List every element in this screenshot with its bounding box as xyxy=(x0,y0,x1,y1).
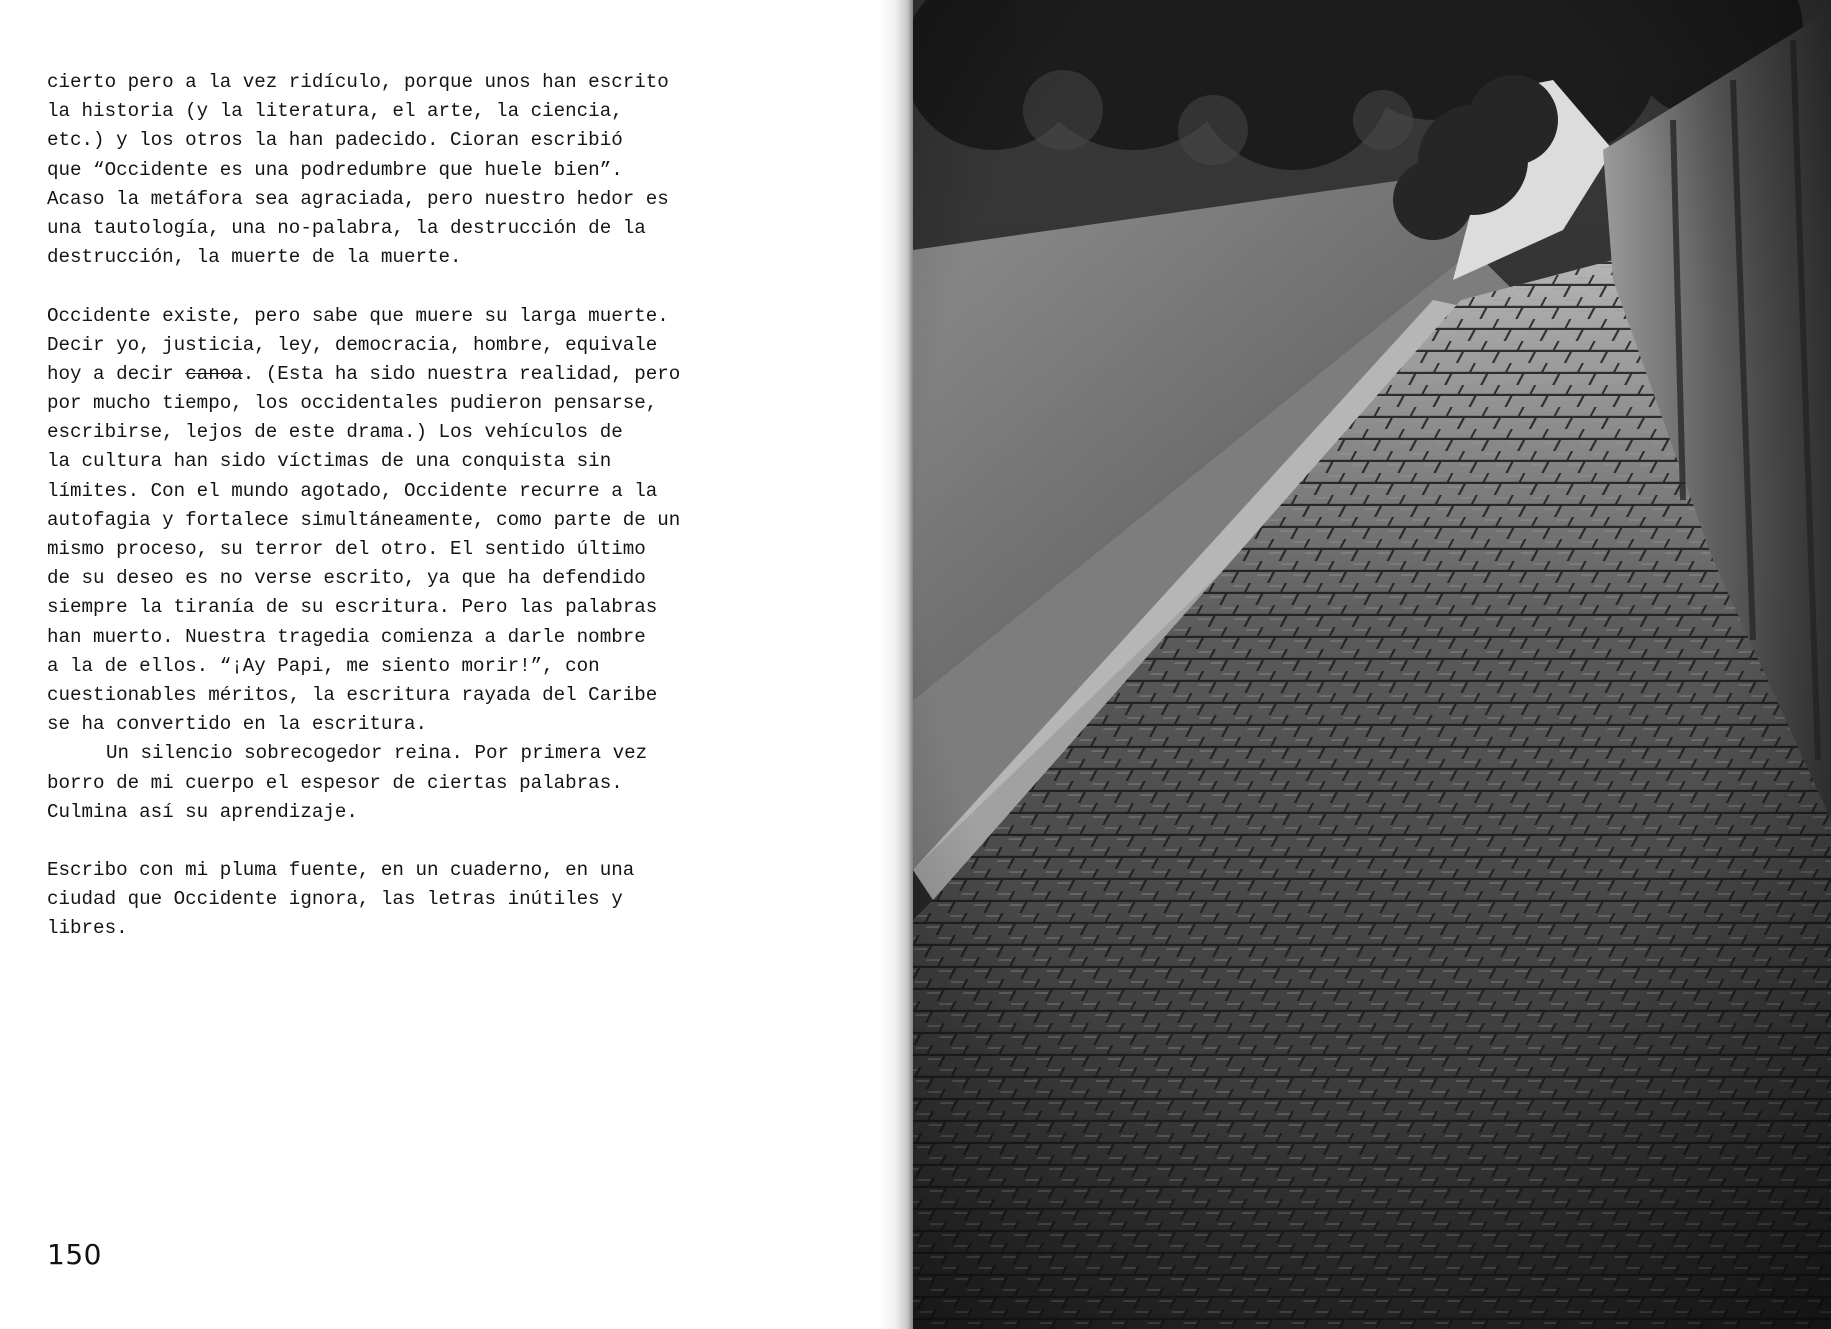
text-line: Culmina así su aprendizaje. xyxy=(47,800,358,823)
paragraph-break xyxy=(47,827,687,856)
text-line: la historia (y la literatura, el arte, la ciencia, xyxy=(47,100,623,123)
text-line: Occidente existe, pero sabe que muere su larga muerte. xyxy=(47,304,669,327)
text-line: por mucho tiempo, los occidentales pudieron pensarse, xyxy=(47,392,658,415)
text-line: mismo proceso, su terror del otro. El sentido último xyxy=(47,538,646,560)
text-line: cierto pero a la vez ridículo, porque unos han escrito xyxy=(47,71,669,93)
struck-word: canoa xyxy=(185,362,243,385)
text-line: destrucción, la muerte de la muerte. xyxy=(47,246,462,269)
body-text xyxy=(47,68,687,944)
text-line: libres. xyxy=(47,917,128,940)
page-number: 150 xyxy=(47,1238,102,1271)
text-line xyxy=(47,360,687,389)
cobblestone-sidewalk-photo xyxy=(913,0,1831,1329)
text-segment: . (Esta ha sido nuestra realidad, pero xyxy=(242,362,681,385)
text-line: han muerto. Nuestra tragedia comienza a darle nombre xyxy=(47,625,646,648)
text-line: borro de mi cuerpo el espesor de ciertas palabras. xyxy=(47,771,623,794)
text-line: una tautología, una no-palabra, la destrucción de la xyxy=(47,216,646,239)
text-segment: hoy a decir xyxy=(47,362,186,385)
text-line: se ha convertido en la escritura. xyxy=(47,713,427,736)
text-line: escribirse, lejos de este drama.) Los vehículos de xyxy=(47,421,623,444)
book-gutter xyxy=(880,0,914,1329)
text-line: Acaso la metáfora sea agraciada, pero nuestro hedor es xyxy=(47,187,669,210)
text-line: etc.) y los otros la han padecido. Cioran escribió xyxy=(47,129,623,152)
text-line: Decir yo, justicia, ley, democracia, hombre, equivale xyxy=(47,333,658,356)
paragraph-break xyxy=(47,272,687,301)
text-line: siempre la tiranía de su escritura. Pero las palabras xyxy=(47,596,658,619)
text-line: ciudad que Occidente ignora, las letras inútiles y xyxy=(47,888,623,911)
text-line: a la de ellos. “¡Ay Papi, me siento morir!”, con xyxy=(47,654,600,677)
left-page xyxy=(0,0,905,1329)
text-line: que “Occidente es una podredumbre que huele bien”. xyxy=(47,158,623,181)
photograph xyxy=(913,0,1831,1329)
text-line: la cultura han sido víctimas de una conquista sin xyxy=(47,450,612,473)
text-line: de su deseo es no verse escrito, ya que ha defendido xyxy=(47,567,646,590)
text-line: límites. Con el mundo agotado, Occidente recurre a la xyxy=(47,479,658,502)
text-line: autofagia y fortalece simultáneamente, como parte de un xyxy=(47,508,681,531)
text-line-indented: Un silencio sobrecogedor reina. Por primera vez xyxy=(106,742,648,765)
text-line: cuestionables méritos, la escritura rayada del Caribe xyxy=(47,683,658,706)
text-line: Escribo con mi pluma fuente, en un cuaderno, en una xyxy=(47,859,635,882)
